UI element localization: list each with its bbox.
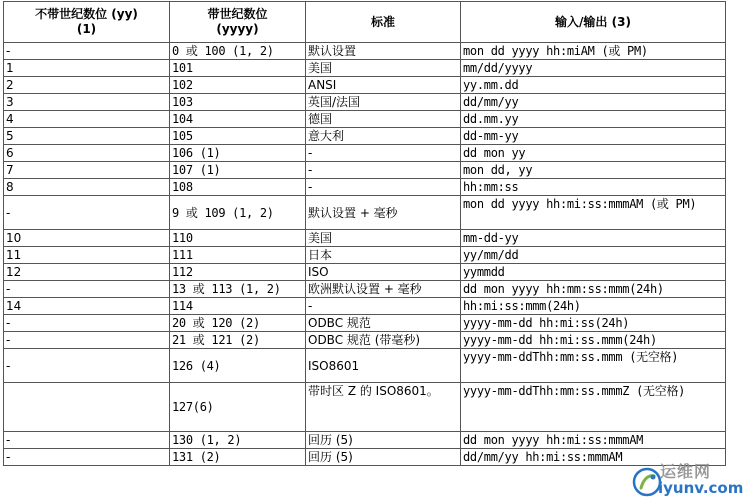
- table-body: [4, 43, 726, 466]
- cell-with-century: 112: [170, 264, 306, 281]
- cell-with-century: 130 (1, 2): [170, 432, 306, 449]
- cell-standard: 德国: [306, 111, 461, 128]
- table-row: [4, 230, 726, 247]
- cell-standard: 回历 (5): [306, 432, 461, 449]
- table-row: [4, 196, 726, 230]
- header-row: [4, 2, 726, 43]
- cell-input-output: dd-mm-yy: [461, 128, 726, 145]
- table-row: [4, 60, 726, 77]
- cell-with-century: 101: [170, 60, 306, 77]
- cell-with-century: 0 或 100 (1, 2): [170, 43, 306, 60]
- header-no-century: 不带世纪数位 (yy) (1): [4, 2, 170, 43]
- cell-no-century: 14: [4, 298, 170, 315]
- cell-with-century: 13 或 113 (1, 2): [170, 281, 306, 298]
- table-row: [4, 449, 726, 466]
- cell-standard: -: [306, 162, 461, 179]
- cell-standard: 美国: [306, 230, 461, 247]
- cell-standard: ODBC 规范 (带毫秒): [306, 332, 461, 349]
- cell-with-century: 131 (2): [170, 449, 306, 466]
- cell-standard: -: [306, 179, 461, 196]
- table-row: [4, 94, 726, 111]
- cell-input-output: mon dd, yy: [461, 162, 726, 179]
- table-row: [4, 43, 726, 60]
- cell-no-century: -: [4, 281, 170, 298]
- header-standard: 标准: [306, 2, 461, 43]
- cell-with-century: 127(6): [170, 383, 306, 432]
- cell-no-century: [4, 383, 170, 432]
- table-row: [4, 128, 726, 145]
- table-row: [4, 162, 726, 179]
- cell-input-output: dd/mm/yy hh:mi:ss:mmmAM: [461, 449, 726, 466]
- cell-with-century: 108: [170, 179, 306, 196]
- cell-input-output: dd mon yyyy hh:mm:ss:mmm(24h): [461, 281, 726, 298]
- cell-standard: -: [306, 298, 461, 315]
- cell-no-century: 4: [4, 111, 170, 128]
- cell-standard: 英国/法国: [306, 94, 461, 111]
- cell-with-century: 9 或 109 (1, 2): [170, 196, 306, 230]
- table-row: [4, 298, 726, 315]
- header-input-output: 输入/输出 (3): [461, 2, 726, 43]
- cell-input-output: yyyy-mm-dd hh:mi:ss(24h): [461, 315, 726, 332]
- cell-input-output: hh:mm:ss: [461, 179, 726, 196]
- cell-with-century: 102: [170, 77, 306, 94]
- cell-input-output: yymmdd: [461, 264, 726, 281]
- cell-standard: 回历 (5): [306, 449, 461, 466]
- cell-standard: ISO: [306, 264, 461, 281]
- cell-input-output: dd mon yy: [461, 145, 726, 162]
- cell-input-output: yyyy-mm-ddThh:mm:ss.mmm (无空格): [461, 349, 726, 383]
- cell-no-century: -: [4, 449, 170, 466]
- cell-with-century: 106 (1): [170, 145, 306, 162]
- cell-with-century: 110: [170, 230, 306, 247]
- table-row: [4, 432, 726, 449]
- cell-no-century: -: [4, 332, 170, 349]
- cell-no-century: 12: [4, 264, 170, 281]
- cell-no-century: 5: [4, 128, 170, 145]
- cell-with-century: 126 (4): [170, 349, 306, 383]
- table-row: [4, 332, 726, 349]
- cell-no-century: 10: [4, 230, 170, 247]
- watermark-cn-text: 运维网: [660, 462, 712, 481]
- cell-with-century: 111: [170, 247, 306, 264]
- cell-input-output: yyyy-mm-dd hh:mi:ss.mmm(24h): [461, 332, 726, 349]
- table-row: [4, 247, 726, 264]
- cell-with-century: 103: [170, 94, 306, 111]
- cell-standard: 美国: [306, 60, 461, 77]
- cell-standard: 带时区 Z 的 ISO8601。: [306, 383, 461, 432]
- cell-with-century: 105: [170, 128, 306, 145]
- cell-input-output: yy.mm.dd: [461, 77, 726, 94]
- table-row: [4, 111, 726, 128]
- cell-standard: 意大利: [306, 128, 461, 145]
- table-row: [4, 179, 726, 196]
- table-row: [4, 145, 726, 162]
- cell-input-output: dd mon yyyy hh:mi:ss:mmmAM: [461, 432, 726, 449]
- cell-standard: ODBC 规范: [306, 315, 461, 332]
- date-style-table: [3, 1, 726, 466]
- table-row: [4, 383, 726, 432]
- cell-with-century: 21 或 121 (2): [170, 332, 306, 349]
- cell-input-output: mon dd yyyy hh:miAM (或 PM): [461, 43, 726, 60]
- cell-no-century: -: [4, 315, 170, 332]
- table-row: [4, 264, 726, 281]
- table-row: [4, 349, 726, 383]
- cell-no-century: 3: [4, 94, 170, 111]
- cell-no-century: 11: [4, 247, 170, 264]
- cell-with-century: 107 (1): [170, 162, 306, 179]
- table-row: [4, 281, 726, 298]
- cell-no-century: -: [4, 196, 170, 230]
- cell-no-century: 2: [4, 77, 170, 94]
- cell-standard: 默认设置 + 毫秒: [306, 196, 461, 230]
- cell-input-output: yyyy-mm-ddThh:mm:ss.mmmZ (无空格): [461, 383, 726, 432]
- table-row: [4, 315, 726, 332]
- cell-standard: ISO8601: [306, 349, 461, 383]
- site-logo-icon: [632, 467, 662, 497]
- cell-standard: 默认设置: [306, 43, 461, 60]
- table-header: [4, 2, 726, 43]
- cell-standard: -: [306, 145, 461, 162]
- cell-input-output: yy/mm/dd: [461, 247, 726, 264]
- cell-no-century: 6: [4, 145, 170, 162]
- cell-no-century: 7: [4, 162, 170, 179]
- cell-standard: 欧洲默认设置 + 毫秒: [306, 281, 461, 298]
- cell-no-century: -: [4, 432, 170, 449]
- cell-input-output: dd.mm.yy: [461, 111, 726, 128]
- cell-standard: 日本: [306, 247, 461, 264]
- cell-no-century: -: [4, 349, 170, 383]
- cell-no-century: -: [4, 43, 170, 60]
- cell-input-output: hh:mi:ss:mmm(24h): [461, 298, 726, 315]
- cell-input-output: mon dd yyyy hh:mi:ss:mmmAM (或 PM): [461, 196, 726, 230]
- cell-no-century: 8: [4, 179, 170, 196]
- cell-input-output: mm-dd-yy: [461, 230, 726, 247]
- table-row: [4, 77, 726, 94]
- header-with-century: 带世纪数位 (yyyy): [170, 2, 306, 43]
- cell-with-century: 114: [170, 298, 306, 315]
- watermark-url-text: iyunv.com: [658, 479, 743, 497]
- cell-with-century: 20 或 120 (2): [170, 315, 306, 332]
- cell-input-output: dd/mm/yy: [461, 94, 726, 111]
- cell-with-century: 104: [170, 111, 306, 128]
- cell-no-century: 1: [4, 60, 170, 77]
- cell-standard: ANSI: [306, 77, 461, 94]
- cell-input-output: mm/dd/yyyy: [461, 60, 726, 77]
